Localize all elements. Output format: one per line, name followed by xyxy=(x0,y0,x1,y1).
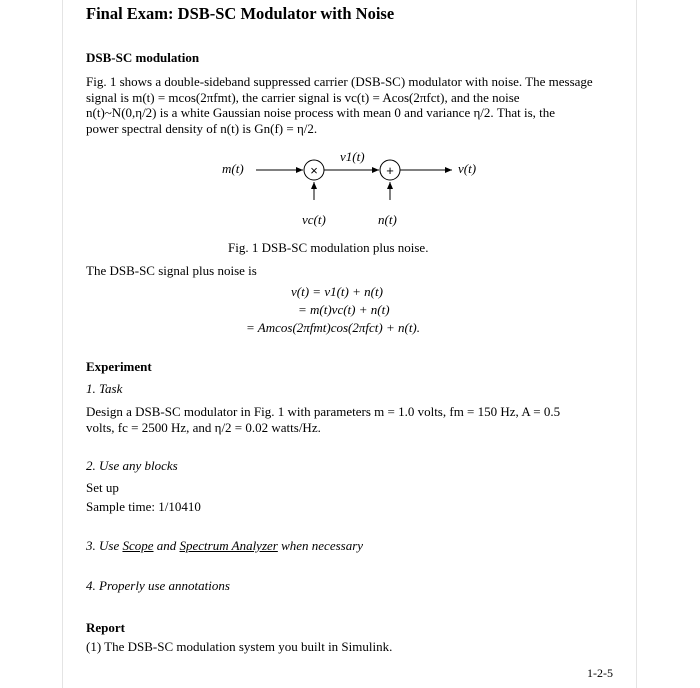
intro-line-3: n(t)~N(0,η/2) is a white Gaussian noise process with mean 0 and variance η/2. That is, the xyxy=(86,105,556,120)
diagram-output-label: v(t) xyxy=(458,161,477,176)
task-label: 1. Task xyxy=(86,381,123,396)
diagram-v1-label: v1(t) xyxy=(340,149,365,164)
intro-line-1: Fig. 1 shows a double-sideband suppressed carrier (DSB-SC) modulator with noise. The message xyxy=(86,74,593,89)
intro-paragraph xyxy=(86,74,593,136)
section-heading-dsbsc: DSB-SC modulation xyxy=(86,50,200,65)
task-description xyxy=(86,404,560,435)
equation-line-1: v(t) = v1(t) + n(t) xyxy=(291,284,383,299)
task-line-1: Design a DSB-SC modulator in Fig. 1 with parameters m = 1.0 volts, fm = 150 Hz, A = 0.5 xyxy=(86,404,561,419)
block-diagram xyxy=(200,146,520,236)
figure-caption: Fig. 1 DSB-SC modulation plus noise. xyxy=(228,240,429,255)
task-line-2: volts, fc = 2500 Hz, and η/2 = 0.02 watts/Hz. xyxy=(86,419,321,435)
equation-intro: The DSB-SC signal plus noise is xyxy=(86,263,257,278)
experiment-heading: Experiment xyxy=(86,359,152,374)
item-annotations: 4. Properly use annotations xyxy=(86,578,230,593)
page-border-right xyxy=(636,0,637,688)
page-title: Final Exam: DSB-SC Modulator with Noise xyxy=(86,4,395,23)
report-item-1: (1) The DSB-SC modulation system you built in Simulink. xyxy=(86,639,393,654)
page-number: 1-2-5 xyxy=(587,666,613,680)
intro-line-2: signal is m(t) = mcos(2πfmt), the carrier signal is vc(t) = Acos(2πfct), and the noise xyxy=(86,89,520,105)
equation-line-3: = Amcos(2πfmt)cos(2πfct) + n(t). xyxy=(246,320,421,335)
spectrum-analyzer-link[interactable]: Spectrum Analyzer xyxy=(179,538,278,553)
adder-symbol: + xyxy=(386,163,394,178)
item-scope-spectrum xyxy=(86,538,363,554)
sample-time: Sample time: 1/10410 xyxy=(86,499,201,514)
diagram-input-label: m(t) xyxy=(222,161,244,176)
multiplier-symbol: × xyxy=(310,163,318,178)
diagram-noise-label: n(t) xyxy=(378,212,397,227)
page-border-left xyxy=(62,0,63,688)
intro-line-4: power spectral density of n(t) is Gn(f) = η/2. xyxy=(86,120,318,136)
equation-line-2: = m(t)vc(t) + n(t) xyxy=(298,302,390,317)
report-heading: Report xyxy=(86,620,125,635)
item-use-any-blocks: 2. Use any blocks xyxy=(86,458,178,473)
item3-suffix: when necessary xyxy=(277,538,364,553)
diagram-carrier-label: vc(t) xyxy=(302,212,326,227)
setup-label: Set up xyxy=(86,480,119,495)
item3-and: and xyxy=(153,538,180,553)
item3-prefix: 3. Use xyxy=(86,538,123,553)
scope-link[interactable]: Scope xyxy=(122,538,154,553)
